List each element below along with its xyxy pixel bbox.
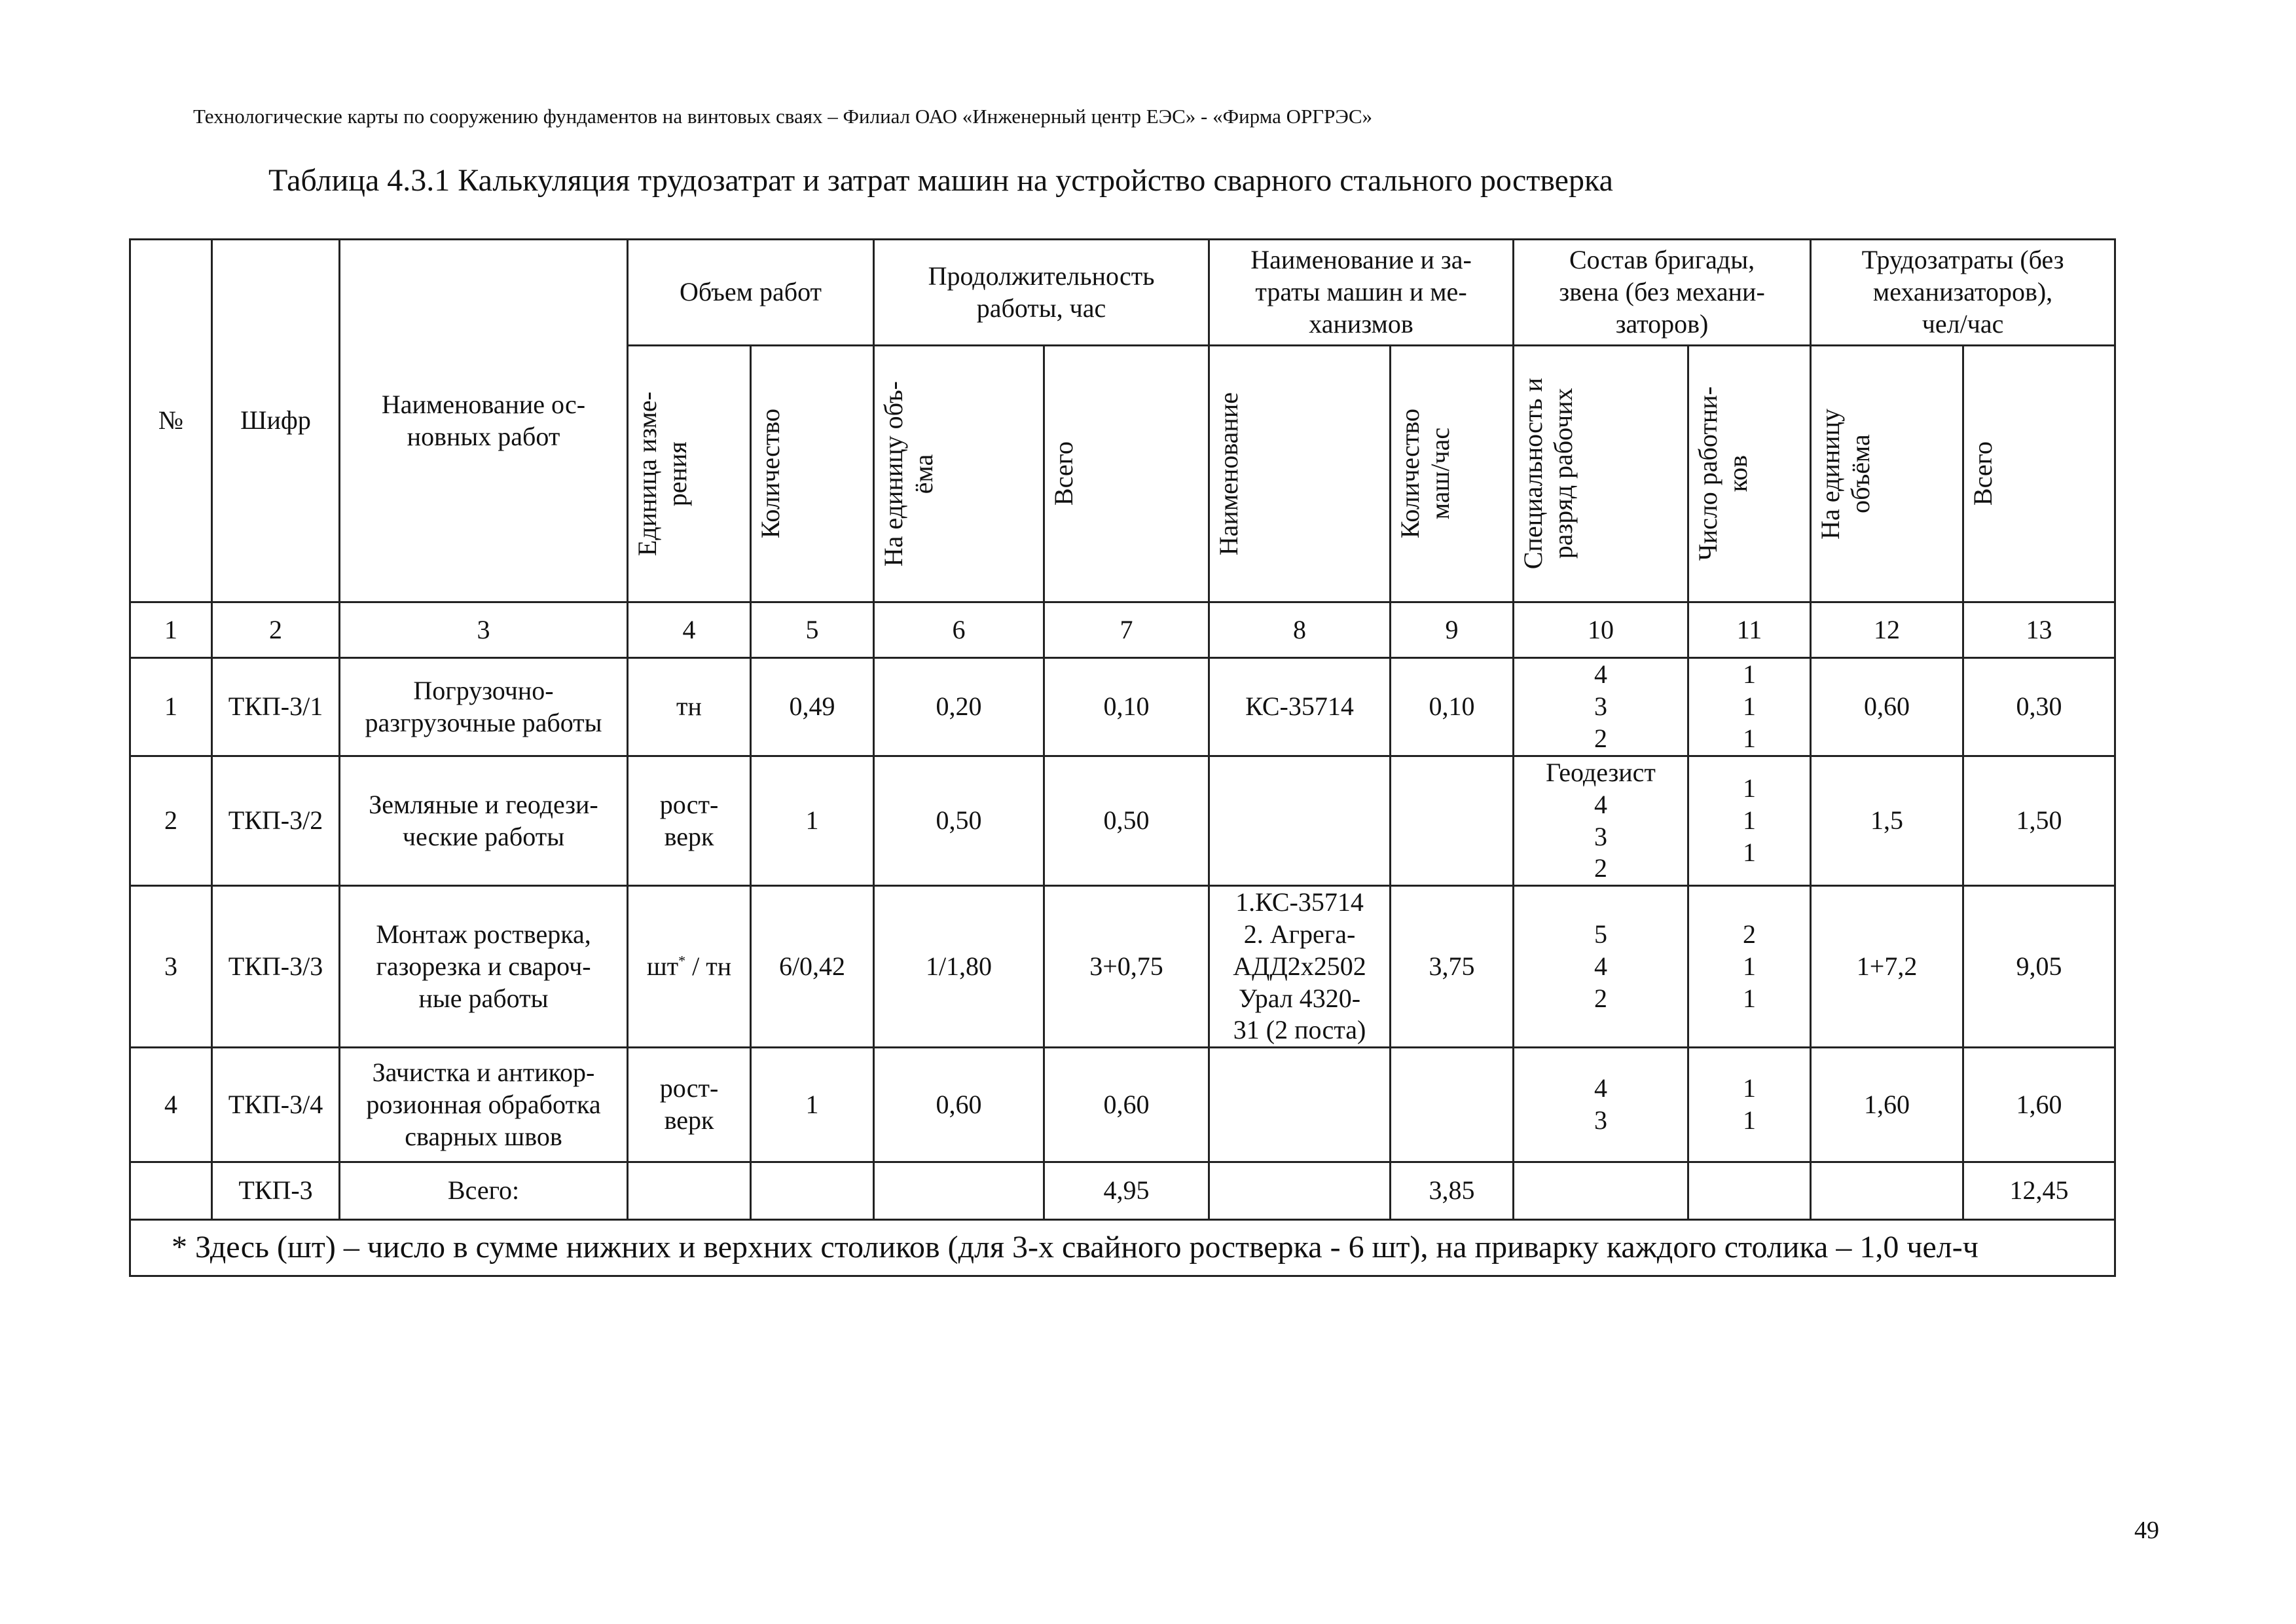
header-row-groups — [130, 240, 2115, 346]
header-no: № — [130, 240, 212, 602]
row-quantity: 0,49 — [751, 658, 874, 756]
row-labor-total: 9,05 — [1963, 886, 2115, 1048]
header-machine-name: Наименование — [1209, 346, 1391, 602]
total-empty — [874, 1162, 1044, 1220]
row-total: 0,50 — [1044, 756, 1209, 886]
page-number: 49 — [2134, 1517, 2159, 1544]
column-number: 9 — [1391, 602, 1514, 658]
row-no: 3 — [130, 886, 212, 1048]
column-number: 4 — [628, 602, 751, 658]
row-labor-total: 1,60 — [1963, 1048, 2115, 1162]
row-unit: рост- верк — [628, 756, 751, 886]
row-work-name: Погрузочно- разгрузочные работы — [340, 658, 628, 756]
total-labor: 12,45 — [1963, 1162, 2115, 1220]
total-duration: 4,95 — [1044, 1162, 1209, 1220]
total-empty — [628, 1162, 751, 1220]
row-unit: шт* / тн — [628, 886, 751, 1048]
row-workers: 2 1 1 — [1688, 886, 1811, 1048]
column-number: 1 — [130, 602, 212, 658]
column-number: 13 — [1963, 602, 2115, 658]
footnote-row — [130, 1220, 2115, 1276]
row-work-name: Зачистка и антикор- розионная обработка сварных швов — [340, 1048, 628, 1162]
row-labor-unit: 1,60 — [1811, 1048, 1963, 1162]
total-empty — [1688, 1162, 1811, 1220]
row-machine: 1.КС-35714 2. Агрега- АДД2х2502 Урал 4320- 31 (2 поста) — [1209, 886, 1391, 1048]
row-quantity: 1 — [751, 756, 874, 886]
total-empty — [1811, 1162, 1963, 1220]
row-code: ТКП-3/2 — [212, 756, 340, 886]
row-specialty: 5 4 2 — [1514, 886, 1688, 1048]
header-duration-group: Продолжительность работы, час — [874, 240, 1209, 346]
row-labor-unit: 1,5 — [1811, 756, 1963, 886]
row-labor-total: 1,50 — [1963, 756, 2115, 886]
footnote: * Здесь (шт) – число в сумме нижних и верхних столиков (для 3-х свайного ростверка - 6 шт), на приварку каждого столика – 1,0 чел-ч — [130, 1220, 2115, 1276]
column-number: 8 — [1209, 602, 1391, 658]
row-workers: 1 1 1 — [1688, 658, 1811, 756]
row-specialty: 4 3 — [1514, 1048, 1688, 1162]
header-volume-group: Объем работ — [628, 240, 874, 346]
header-total-duration: Всего — [1044, 346, 1209, 602]
table-row — [130, 1048, 2115, 1162]
header-crew-group: Состав бригады, звена (без механи- заторов) — [1514, 240, 1811, 346]
header-unit: Единица изме- рения — [628, 346, 751, 602]
header-code: Шифр — [212, 240, 340, 602]
running-header: Технологические карты по сооружению фундаментов на винтовых сваях – Филиал ОАО «Инженерный центр ЕЭС» - «Фирма ОРГРЭС» — [193, 105, 1373, 128]
row-machine-qty: 3,75 — [1391, 886, 1514, 1048]
row-unit: тн — [628, 658, 751, 756]
row-no: 4 — [130, 1048, 212, 1162]
header-workers: Число работни- ков — [1688, 346, 1811, 602]
labor-cost-table — [129, 238, 2116, 1277]
header-per-unit: На единицу объ- ёма — [874, 346, 1044, 602]
header-machines-group: Наименование и за- траты машин и ме- ханизмов — [1209, 240, 1514, 346]
row-no: 2 — [130, 756, 212, 886]
column-number: 10 — [1514, 602, 1688, 658]
row-machine-qty: 0,10 — [1391, 658, 1514, 756]
header-work-name: Наименование ос- новных работ — [340, 240, 628, 602]
row-unit: рост- верк — [628, 1048, 751, 1162]
row-work-name: Монтаж ростверка, газорезка и свароч- ные работы — [340, 886, 628, 1048]
row-per-unit: 0,20 — [874, 658, 1044, 756]
total-empty — [751, 1162, 874, 1220]
header-labor-per-unit: На единицу объёма — [1811, 346, 1963, 602]
row-quantity: 1 — [751, 1048, 874, 1162]
column-number: 5 — [751, 602, 874, 658]
row-total: 3+0,75 — [1044, 886, 1209, 1048]
column-number: 7 — [1044, 602, 1209, 658]
total-code: ТКП-3 — [212, 1162, 340, 1220]
column-number-row — [130, 602, 2115, 658]
row-labor-unit: 0,60 — [1811, 658, 1963, 756]
total-empty — [1209, 1162, 1391, 1220]
total-row — [130, 1162, 2115, 1220]
column-number: 12 — [1811, 602, 1963, 658]
row-code: ТКП-3/3 — [212, 886, 340, 1048]
row-labor-unit: 1+7,2 — [1811, 886, 1963, 1048]
row-machine: КС-35714 — [1209, 658, 1391, 756]
header-labor-group: Трудозатраты (без механизаторов), чел/час — [1811, 240, 2115, 346]
table-row — [130, 658, 2115, 756]
row-total: 0,10 — [1044, 658, 1209, 756]
total-empty — [1514, 1162, 1688, 1220]
row-workers: 1 1 1 — [1688, 756, 1811, 886]
row-per-unit: 0,50 — [874, 756, 1044, 886]
table-title: Таблица 4.3.1 Калькуляция трудозатрат и затрат машин на устройство сварного стального ростверка — [268, 163, 1613, 198]
row-code: ТКП-3/1 — [212, 658, 340, 756]
row-specialty: 4 3 2 — [1514, 658, 1688, 756]
column-number: 3 — [340, 602, 628, 658]
row-code: ТКП-3/4 — [212, 1048, 340, 1162]
header-machine-qty: Количество маш/час — [1391, 346, 1514, 602]
row-per-unit: 1/1,80 — [874, 886, 1044, 1048]
row-quantity: 6/0,42 — [751, 886, 874, 1048]
row-machine-qty — [1391, 1048, 1514, 1162]
header-specialty: Специальность и разряд рабочих — [1514, 346, 1688, 602]
column-number: 2 — [212, 602, 340, 658]
total-no — [130, 1162, 212, 1220]
total-machine-qty: 3,85 — [1391, 1162, 1514, 1220]
header-labor-total: Всего — [1963, 346, 2115, 602]
row-machine-qty — [1391, 756, 1514, 886]
row-specialty: Геодезист 4 3 2 — [1514, 756, 1688, 886]
row-total: 0,60 — [1044, 1048, 1209, 1162]
row-machine — [1209, 1048, 1391, 1162]
column-number: 11 — [1688, 602, 1811, 658]
row-per-unit: 0,60 — [874, 1048, 1044, 1162]
table-row — [130, 756, 2115, 886]
row-no: 1 — [130, 658, 212, 756]
header-quantity: Количество — [751, 346, 874, 602]
row-work-name: Земляные и геодези- ческие работы — [340, 756, 628, 886]
table-row — [130, 886, 2115, 1048]
total-label: Всего: — [340, 1162, 628, 1220]
row-labor-total: 0,30 — [1963, 658, 2115, 756]
row-machine — [1209, 756, 1391, 886]
column-number: 6 — [874, 602, 1044, 658]
row-workers: 1 1 — [1688, 1048, 1811, 1162]
